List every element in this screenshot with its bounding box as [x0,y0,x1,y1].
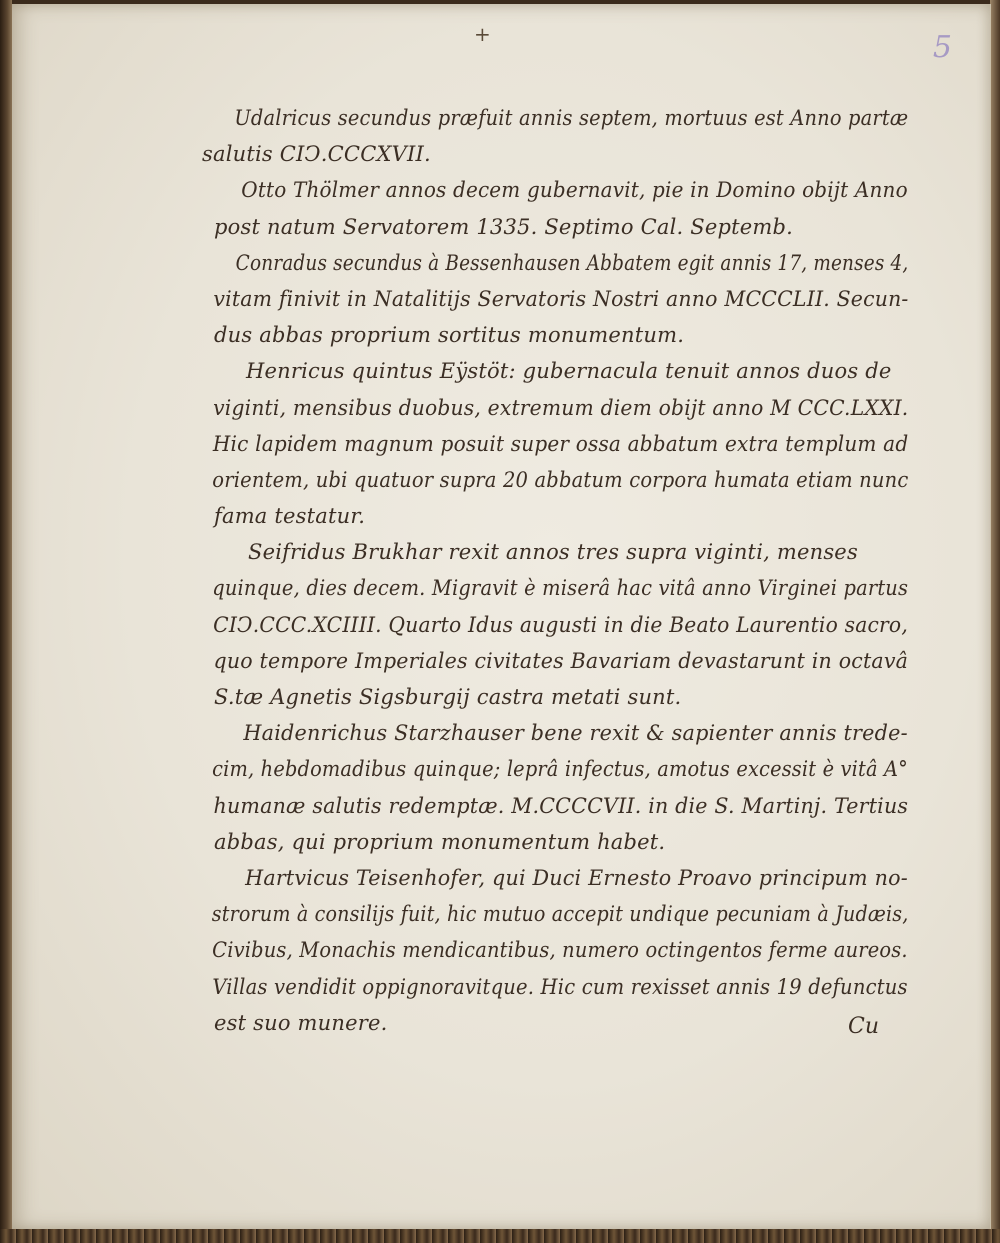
text-line: abbas, qui proprium monumentum habet. [214,829,666,854]
book-binding-left [0,0,12,1243]
text-line: salutis CIↃ.CCCXVII. [202,142,431,167]
catchword: Cu [848,1014,880,1039]
text-line: est suo munere. [214,1010,388,1035]
manuscript-page [12,4,991,1229]
text-line: quo tempore Imperiales civitates Bavariam devastarunt in octavâ [213,648,909,673]
text-line: strorum à consilijs fuit, hic mutuo accepit undique pecuniam à Judæis, [211,902,909,927]
text-line: Civibus, Monachis mendicantibus, numero octingentos ferme aureos. [212,938,908,963]
text-line: Henricus quintus Eÿstöt: gubernacula tenuit annos duos de [246,359,892,384]
text-line: dus abbas proprium sortitus monumentum. [214,323,685,348]
text-line: Haidenrichus Starzhauser bene rexit & sapienter annis trede- [243,721,908,746]
text-line: Hartvicus Teisenhofer, qui Duci Ernesto Proavo principum no- [245,865,908,890]
text-line: cim, hebdomadibus quinque; leprâ infectus, amotus excessit è vitâ A° [212,757,909,782]
text-line: Udalricus secundus præfuit annis septem, mortuus est Anno partæ [234,106,909,130]
page-number: 5 [932,30,952,65]
text-line: post natum Servatorem 1335. Septimo Cal. Septemb. [214,214,793,239]
text-line: orientem, ubi quatuor supra 20 abbatum corpora humata etiam nunc [212,467,909,492]
text-line: Seifridus Brukhar rexit annos tres supra viginti, menses [248,540,858,565]
text-line: viginti, mensibus duobus, extremum diem obijt anno M CCC.LXXI. [213,395,909,420]
text-line: Villas vendidit oppignoravitque. Hic cum rexisset annis 19 defunctus [212,974,908,999]
top-cross-mark: + [474,22,491,46]
book-binding-right [990,0,1000,1243]
text-line: CIↃ.CCC.XCIIII. Quarto Idus augusti in die Beato Laurentio sacro, [213,612,908,637]
text-line: vitam finivit in Natalitijs Servatoris Nostri anno MCCCLII. Secun- [213,286,909,311]
book-binding-bottom [0,1229,1000,1243]
text-line: fama testatur. [214,504,366,529]
text-line: Otto Thölmer annos decem gubernavit, pie in Domino obijt Anno [241,178,908,203]
text-line: Conradus secundus à Bessenhausen Abbatem egit annis 17, menses 4, [235,250,909,275]
text-line: S.tæ Agnetis Sigsburgij castra metati sunt. [214,685,682,709]
manuscript-text [190,100,908,1041]
text-line: quinque, dies decem. Migravit è miserâ hac vitâ anno Virginei partus [212,576,909,601]
text-line: humanæ salutis redemptæ. M.CCCCVII. in die S. Martinj. Tertius [213,793,909,818]
text-line: Hic lapidem magnum posuit super ossa abbatum extra templum ad [212,431,909,456]
